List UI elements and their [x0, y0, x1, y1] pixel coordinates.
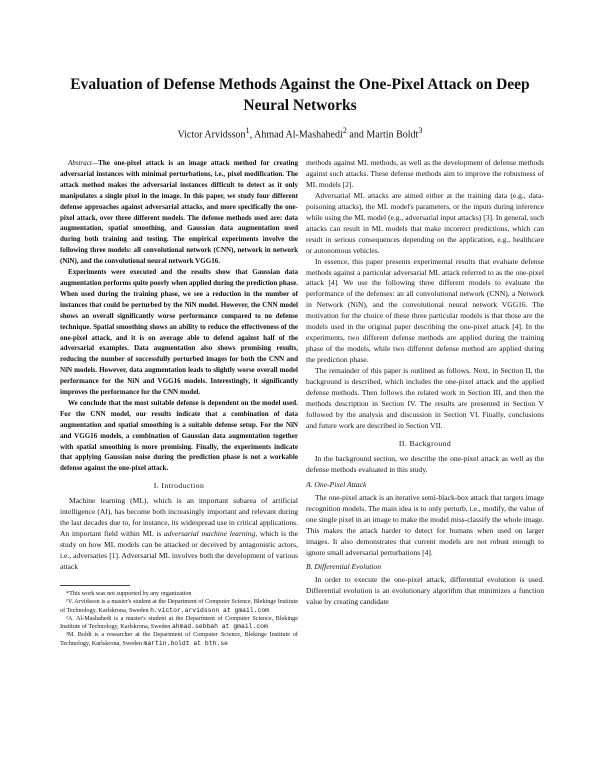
body-paragraph	[60, 496, 298, 573]
body-paragraph: Adversarial ML attacks are aimed either at the training data (e.g., data-poisoning attacks), the ML model's parameters, or the inputs during inference while using the ML model (e.g., adversarial input attacks) [3]. In general, such attacks can result in ML models that make incorrect predictions, which can result in serious consequences depending on the application, e.g., healthcare or autonomous vehicles.	[306, 190, 544, 255]
body-paragraph: The one-pixel attack is an iterative semi-black-box attack that targets image recognition models. The main idea is to only perturb, i.e., modify, the value of one single pixel in an image to make the model miss-classify the whole image. This makes the attack harder to detect for humans when used on larger images. It also demonstrates that current models are not robust enough to ignore small adversarial perturbations [4].	[306, 492, 544, 557]
subsection-heading: B. Differential Evolution	[306, 562, 382, 572]
abstract-paragraph	[60, 158, 298, 267]
abstract-label: Abstract—	[68, 159, 99, 167]
author-name: Martin Boldt	[366, 129, 419, 141]
author-separator: and	[346, 129, 367, 141]
author-name: Victor Arvidsson	[177, 129, 246, 141]
author-line	[60, 126, 540, 140]
footnote	[60, 615, 298, 632]
footnote-text: ³M. Boldt is a researcher at the Department of Computer Science, Blekinge Institute of Technology, Karlskrona, Sweden	[60, 631, 298, 647]
body-paragraph: In order to execute the one-pixel attack, differential evolution is used. Differential evolution is an evolutionary algorithm that minimizes a function value by creating candidate	[306, 575, 544, 607]
section-heading: II. Background	[398, 438, 452, 448]
author-separator: ,	[249, 129, 255, 141]
paper-title: Evaluation of Defense Methods Against the One-Pixel Attack on Deep Neural Networks	[70, 76, 530, 114]
footnote-divider	[60, 585, 130, 586]
author-mark: 1	[245, 126, 250, 135]
footnote: *This work was not supported by any organization	[66, 589, 192, 597]
abstract-text: The one-pixel attack is an image attack method for creating adversarial instances with minimal perturbations, i.e., pixel modification. The attack method makes the adversarial instances difficult to detect as it only manipulates a single pixel in the image. In this paper, we study four different defense approaches against adversarial attacks, and more specifically the one-pixel attack, over three different models. The defense methods used are: data augmentation, spatial smoothing, and Gaussian data augmentation used during both training and testing. The empirical experiments involve the following three models: all convolutional network (CNN), network in network (NiN), and the convolutional neural network VGG16.	[60, 159, 298, 266]
subsection-heading: A. One-Pixel Attack	[306, 479, 367, 489]
author-mark: 3	[418, 126, 423, 135]
introduction	[60, 481, 298, 573]
email-link[interactable]: h.victor.arvidsson at gmail.com	[150, 606, 270, 614]
body-text: , which is the study on how ML models can be attacked or deceived by antagonistic actors, i.e., adversaries [1]. Adversarial ML involves both the development of various attack	[60, 529, 298, 571]
abstract	[60, 158, 298, 474]
body-paragraph: In essence, this paper presents experimental results that evaluate defense methods against a particular adversarial ML attack referred to as the one-pixel attack [4]. We use the following three different models to evaluate the performance of the defenses: an all convolutional network (CNN), a Network in Network (NiN), and the convolutional neural network VGG16. The motivation for the choice of these three particular models is that those are the models used in the original paper describing the one-pixel attack [4]. In the experiments, two different defense methods are applied during the training phase of the models, while two different defense method are applied during the prediction phase.	[306, 256, 544, 365]
abstract-paragraph: We conclude that the most suitable defense is dependent on the model used. For the CNN model, our results indicate that a combination of data augmentation and spatial smoothing is a suitable defense setup. For the NiN and VGG16 models, a combination of Gaussian data augmentation together with spatial smoothing is more promising. Finally, the experiments indicate that applying Gaussian noise during the prediction phase is not a workable defense against the one-pixel attack.	[60, 398, 298, 473]
body-paragraph: methods against ML methods, as well as the development of defense methods against such attacks. These defense methods aim to improve the robustness of ML models [2].	[306, 158, 544, 189]
author-name: Ahmad Al-Mashahedi	[254, 129, 343, 141]
abstract-paragraph: Experiments were executed and the results show that Gaussian data augmentation performs quite poorly when applied during the prediction phase. When used during the training phase, we see a reduction in the number of instances that could be perturbed by the NiN model. However, the CNN model shows an overall significantly worse performance compared to no defense technique. Spatial smoothing shows an ability to reduce the effectiveness of the one-pixel attack, and it is on average able to defend against half of the adversarial examples. Data augmentation also shows promising results, reducing the number of successfully perturbed images for both the CNN and NiN models. However, data augmentation leads to slightly worse overall model performance for the NiN and VGG16 models. Interestingly, it significantly improves the performance for the CNN model.	[60, 268, 298, 397]
body-paragraph: In the background section, we describe the one-pixel attack as well as the defense methods evaluated in this study.	[306, 453, 544, 474]
email-link[interactable]: ahmad.sebbah at gmail.com	[171, 623, 268, 631]
emphasized-term: adversarial machine learning	[163, 529, 256, 539]
left-column	[60, 158, 298, 648]
footnote-text: ¹V. Arvidsson is a master's student at the Department of Computer Science, Blekinge Institute of Technology, Karlskrona, Sweden	[60, 598, 298, 614]
email-link[interactable]: martin.boldt at bth.se	[143, 639, 228, 647]
body-text: Machine learning (ML), which is an important subarea of artificial intelligence (AI), has become both increasingly important and relevant during the last decades due to, for instance, its widespread use in critical applications. An important field within ML is	[60, 496, 298, 539]
author-mark: 2	[342, 126, 347, 135]
body-paragraph: The remainder of this paper is outlined as follows. Next, in Section II, the background is described, which includes the one-pixel attack and the applied defense methods. Then follows the related work in Section III, and then the methods description in Section IV. The results are presented in Section V followed by the analysis and discussion in Section VI. Finally, conclusions and future work are described in Section VII.	[306, 366, 544, 430]
footnote-text: ²A. Al-Mashahedi is a master's student at the Department of Computer Science, Blekinge Institute of Technology, Karlskrona, Sweden	[60, 614, 298, 631]
section-heading: I. Introduction	[153, 481, 205, 491]
footnote	[60, 598, 298, 615]
footnotes	[60, 590, 298, 648]
footnote	[60, 631, 298, 648]
right-column	[306, 158, 544, 608]
